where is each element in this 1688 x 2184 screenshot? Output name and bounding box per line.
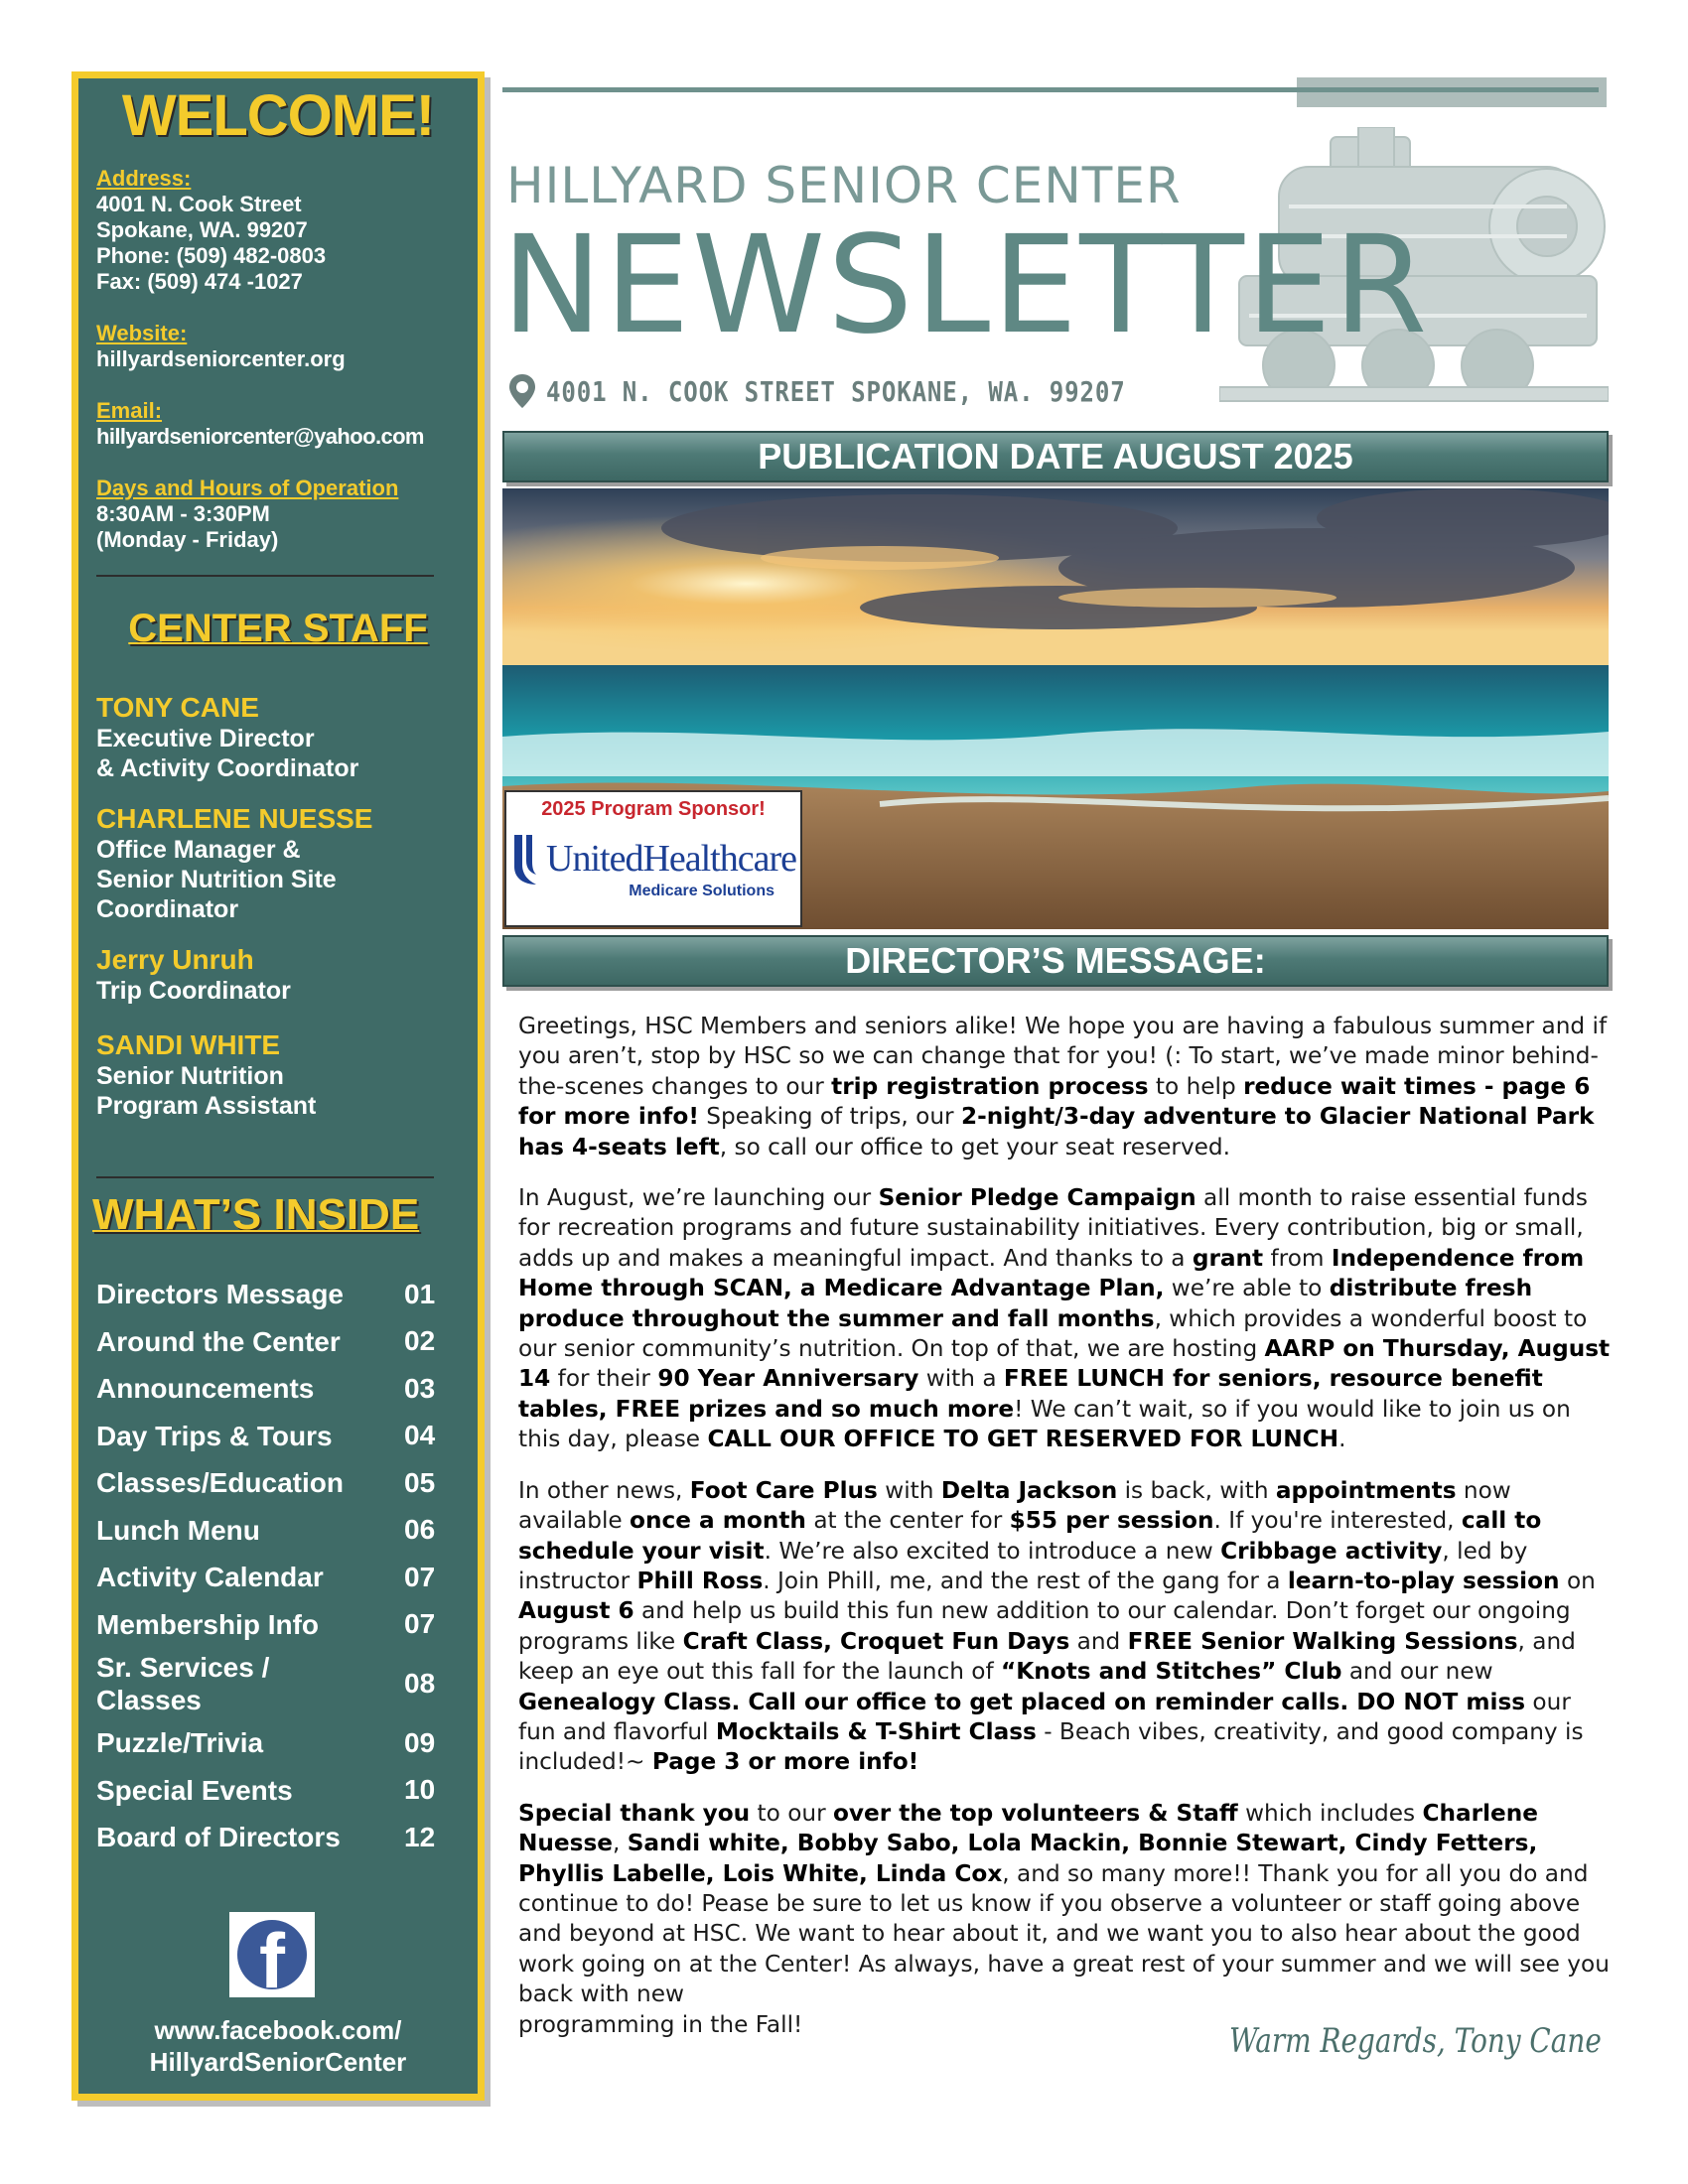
toc-item[interactable]	[96, 1814, 454, 1861]
body-text: , and so many more!! Thank you for all you do and continue to do! Pease be sure to let us know if you observe a volunteer or staff going above and beyond at HSC. We want to hear about it, and we want you to also hear about the good work going on at the Center! As always, have a great rest of your summer and we will see you back with new	[518, 1859, 1610, 2008]
toc-label: Announcements	[96, 1373, 315, 1405]
hours-label: Days and Hours of Operation	[96, 476, 399, 500]
fax: Fax: (509) 474 -1027	[96, 269, 303, 294]
emphasis-text: Special thank you	[518, 1799, 751, 1827]
body-text: to our	[750, 1799, 833, 1827]
body-text: , led by instructor	[518, 1537, 1528, 1594]
message-paragraph	[518, 1183, 1611, 1455]
website-link[interactable]: hillyardseniorcenter.org	[96, 346, 346, 371]
toc-item[interactable]	[96, 1507, 454, 1555]
emphasis-text: Craft Class, Croquet Fun Days	[682, 1627, 1070, 1655]
table-of-contents	[96, 1271, 454, 1861]
body-text: , which provides a wonderful boost to our senior community’s nutrition. On top of that, we are hosting	[518, 1304, 1588, 1363]
address-line: Spokane, WA. 99207	[96, 217, 308, 242]
toc-page: 10	[404, 1774, 436, 1806]
body-text: .	[1338, 1426, 1346, 1453]
staff-name: Jerry Unruh	[96, 944, 254, 975]
sponsor-subtitle: Medicare Solutions	[629, 883, 774, 899]
days: (Monday - Friday)	[96, 527, 279, 552]
staff-name: SANDI WHITE	[96, 1029, 281, 1060]
body-text: and	[1069, 1627, 1128, 1655]
staff-member	[96, 692, 474, 783]
whats-inside-heading: WHAT’S INSIDE	[92, 1190, 420, 1239]
body-text: for their	[550, 1365, 658, 1393]
website-label: Website:	[96, 321, 188, 345]
location-pin-icon	[508, 373, 536, 409]
emphasis-text: Foot Care Plus	[689, 1476, 878, 1504]
toc-label: Puzzle/Trivia	[96, 1727, 264, 1759]
toc-page: 03	[404, 1372, 436, 1404]
emphasis-text: reduce wait times - page 6 for more info!	[518, 1072, 1591, 1131]
emphasis-text: Senior Pledge Campaign	[878, 1184, 1196, 1212]
emphasis-text: call to schedule your visit	[518, 1507, 1542, 1565]
emphasis-text: learn-to-play session	[1287, 1567, 1560, 1594]
toc-label: Around the Center	[96, 1325, 341, 1357]
sponsor-title: 2025 Program Sponsor!	[541, 798, 766, 820]
staff-role: & Activity Coordinator	[96, 754, 359, 782]
staff-member	[96, 944, 474, 1006]
emphasis-text: Cribbage activity	[1220, 1537, 1443, 1565]
staff-role: Coordinator	[96, 895, 239, 923]
toc-label: Classes/Education	[96, 1467, 344, 1499]
emphasis-text: FREE LUNCH for seniors, resource benefit tables, FREE prizes and so much more	[518, 1365, 1543, 1423]
emphasis-text: Mocktails & T-Shirt Class	[715, 1717, 1037, 1745]
emphasis-text: Phill Ross	[636, 1567, 764, 1594]
emphasis-text: 90 Year Anniversary	[657, 1365, 919, 1393]
masthead-address-text: 4001 N. COOK STREET SPOKANE, WA. 99207	[546, 374, 1126, 408]
signature: Warm Regards, Tony Cane	[1229, 2021, 1602, 2061]
staff-member	[96, 1029, 474, 1121]
toc-item[interactable]	[96, 1554, 454, 1601]
body-text: with	[877, 1476, 941, 1504]
body-text: In August, we’re launching our	[518, 1184, 879, 1212]
message-paragraph	[518, 1012, 1611, 1162]
sidebar	[71, 71, 485, 2101]
body-text: and our new	[1341, 1658, 1493, 1686]
divider	[96, 1176, 434, 1178]
staff-name: TONY CANE	[96, 692, 259, 723]
toc-page: 09	[404, 1726, 436, 1758]
sponsor-box[interactable]	[504, 790, 802, 927]
staff-name: CHARLENE NUESSE	[96, 803, 373, 834]
toc-page: 07	[404, 1608, 436, 1640]
facebook-url-line: www.facebook.com/	[154, 2015, 402, 2045]
body-text: and help us build this fun new addition to our calendar. Don’t forget our ongoing programs like	[518, 1597, 1571, 1655]
emphasis-text: Sandi white, Bobby Sabo, Lola Mackin, Bonnie Stewart, Cindy Fetters, Phyllis Labelle, Lois White, Linda Cox	[518, 1830, 1538, 1887]
masthead-subtitle: HILLYARD SENIOR CENTER	[506, 157, 1182, 214]
toc-page: 12	[404, 1821, 436, 1852]
emphasis-text: appointments	[1275, 1476, 1457, 1504]
center-staff-heading: CENTER STAFF	[128, 607, 428, 650]
body-text: we’re able to	[1164, 1275, 1330, 1302]
body-text: . We’re also excited to introduce a new	[764, 1537, 1221, 1565]
body-text: Greetings, HSC Members and seniors alike! We hope you are having a fabulous summer and if you aren’t, stop by HSC so we can change that for you! (: To start, we’ve made minor behind-the-scenes changes to our	[518, 1013, 1608, 1100]
publication-date-banner: PUBLICATION DATE AUGUST 2025	[502, 431, 1609, 482]
directors-message-banner: DIRECTOR’S MESSAGE:	[502, 935, 1609, 987]
emphasis-text: AARP on Thursday, August 14	[518, 1335, 1611, 1393]
body-text: - Beach vibes, creativity, and good company is included!~	[518, 1717, 1584, 1776]
emphasis-text: once a month	[630, 1507, 806, 1535]
toc-item[interactable]	[96, 1719, 454, 1767]
facebook-link[interactable]	[78, 2014, 478, 2078]
emphasis-text: Page 3 or more info!	[651, 1748, 919, 1776]
toc-item[interactable]	[96, 1271, 454, 1318]
emphasis-text: Genealogy Class. Call our office to get placed on reminder calls. DO NOT miss	[518, 1688, 1526, 1715]
toc-label: Day Trips & Tours	[96, 1420, 333, 1451]
toc-item[interactable]	[96, 1601, 454, 1649]
emphasis-text: August 6	[518, 1597, 634, 1625]
email-link[interactable]: hillyardseniorcenter@yahoo.com	[96, 424, 424, 449]
toc-label: Directors Message	[96, 1279, 345, 1310]
toc-label: Lunch Menu	[96, 1514, 260, 1546]
address-line: 4001 N. Cook Street	[96, 192, 302, 216]
toc-label: Activity Calendar	[96, 1562, 324, 1593]
email-label: Email:	[96, 398, 163, 423]
emphasis-text: Charlene Nuesse	[518, 1799, 1538, 1857]
emphasis-text: over the top volunteers & Staff	[833, 1799, 1238, 1827]
masthead-title: NEWSLETTER	[501, 207, 1430, 364]
phone: Phone: (509) 482-0803	[96, 243, 327, 268]
sponsor-logo	[506, 831, 800, 887]
welcome-heading: WELCOME!	[121, 83, 435, 148]
sponsor-name: UnitedHealthcare	[546, 838, 796, 880]
emphasis-text: “Knots and Stitches” Club	[1001, 1658, 1342, 1686]
masthead-address	[508, 373, 1220, 409]
toc-page: 02	[404, 1325, 436, 1357]
emphasis-text: 2-night/3-day adventure to Glacier National Park has 4-seats left	[518, 1103, 1595, 1160]
toc-label: Special Events	[96, 1774, 293, 1806]
divider	[96, 575, 434, 577]
body-text: is back, with	[1117, 1476, 1276, 1504]
toc-page: 06	[404, 1514, 436, 1546]
body-text: ! We can’t wait, so if you would like to join us on this day, please	[518, 1395, 1571, 1453]
body-text: , so call our office to get your seat reserved.	[719, 1133, 1231, 1160]
toc-page: 07	[404, 1561, 436, 1592]
toc-page: 04	[404, 1420, 436, 1451]
staff-role: Office Manager &	[96, 836, 301, 864]
toc-label: Sr. Services / Classes	[96, 1652, 270, 1715]
emphasis-text: Delta Jackson	[940, 1476, 1118, 1504]
body-text: all month to raise essential funds for recreation programs and future sustainability initiatives. Every contribution, big or small, adds up and makes a meaningful impact. And thanks to a	[518, 1184, 1588, 1272]
toc-page: 01	[404, 1278, 436, 1309]
body-text: In other news,	[518, 1476, 690, 1504]
toc-item[interactable]	[96, 1459, 454, 1507]
masthead-rule	[502, 87, 1599, 92]
emphasis-text: CALL OUR OFFICE TO GET RESERVED FOR LUNCH	[707, 1426, 1339, 1453]
toc-label: Board of Directors	[96, 1822, 341, 1853]
staff-member	[96, 803, 474, 924]
masthead-accent	[1297, 77, 1607, 107]
emphasis-text: $55 per session	[1009, 1507, 1214, 1535]
facebook-url-line: HillyardSeniorCenter	[149, 2047, 407, 2077]
message-paragraph	[518, 1799, 1611, 2040]
staff-role: Senior Nutrition Site	[96, 866, 337, 893]
body-text: now available	[518, 1476, 1511, 1535]
staff-role: Trip Coordinator	[96, 977, 291, 1005]
body-text: our fun and flavorful	[518, 1688, 1571, 1745]
toc-item[interactable]	[96, 1648, 454, 1719]
body-text: ,	[612, 1830, 628, 1857]
contact-block	[96, 166, 474, 553]
address-label: Address:	[96, 166, 192, 191]
body-text: with a	[918, 1365, 1004, 1393]
body-text: . Join Phill, me, and the rest of the gang for a	[763, 1567, 1288, 1594]
body-text: at the center for	[805, 1507, 1010, 1535]
body-text: Speaking of trips, our	[698, 1103, 961, 1131]
emphasis-text: distribute fresh produce throughout the summer and fall months	[518, 1275, 1533, 1332]
body-text: . If you're interested,	[1213, 1507, 1462, 1535]
unitedhealthcare-logo-icon	[510, 831, 540, 887]
emphasis-text: grant	[1192, 1244, 1264, 1272]
facebook-icon[interactable]: f	[229, 1912, 315, 1997]
message-paragraph	[518, 1476, 1611, 1778]
toc-label: Membership Info	[96, 1608, 320, 1640]
hours: 8:30AM - 3:30PM	[96, 501, 270, 526]
body-text: , and keep an eye out this fall for the launch of	[518, 1627, 1576, 1686]
emphasis-text: Independence from Home through SCAN, a Medicare Advantage Plan,	[518, 1244, 1585, 1302]
toc-item[interactable]	[96, 1365, 454, 1413]
staff-role: Program Assistant	[96, 1092, 317, 1120]
toc-page: 05	[404, 1466, 436, 1498]
toc-item[interactable]	[96, 1318, 454, 1366]
directors-message	[518, 1012, 1611, 2061]
staff-role: Senior Nutrition	[96, 1062, 284, 1090]
body-text: which includes	[1237, 1799, 1423, 1827]
body-text: from	[1263, 1244, 1332, 1272]
body-text: on	[1559, 1567, 1596, 1594]
staff-role: Executive Director	[96, 725, 315, 752]
body-text: to help	[1148, 1072, 1244, 1100]
toc-item[interactable]	[96, 1767, 454, 1815]
toc-item[interactable]	[96, 1413, 454, 1460]
body-text: programming in the Fall!	[518, 2010, 803, 2038]
emphasis-text: FREE Senior Walking Sessions	[1127, 1627, 1518, 1655]
emphasis-text: trip registration process	[831, 1072, 1149, 1100]
toc-page: 08	[404, 1668, 436, 1699]
